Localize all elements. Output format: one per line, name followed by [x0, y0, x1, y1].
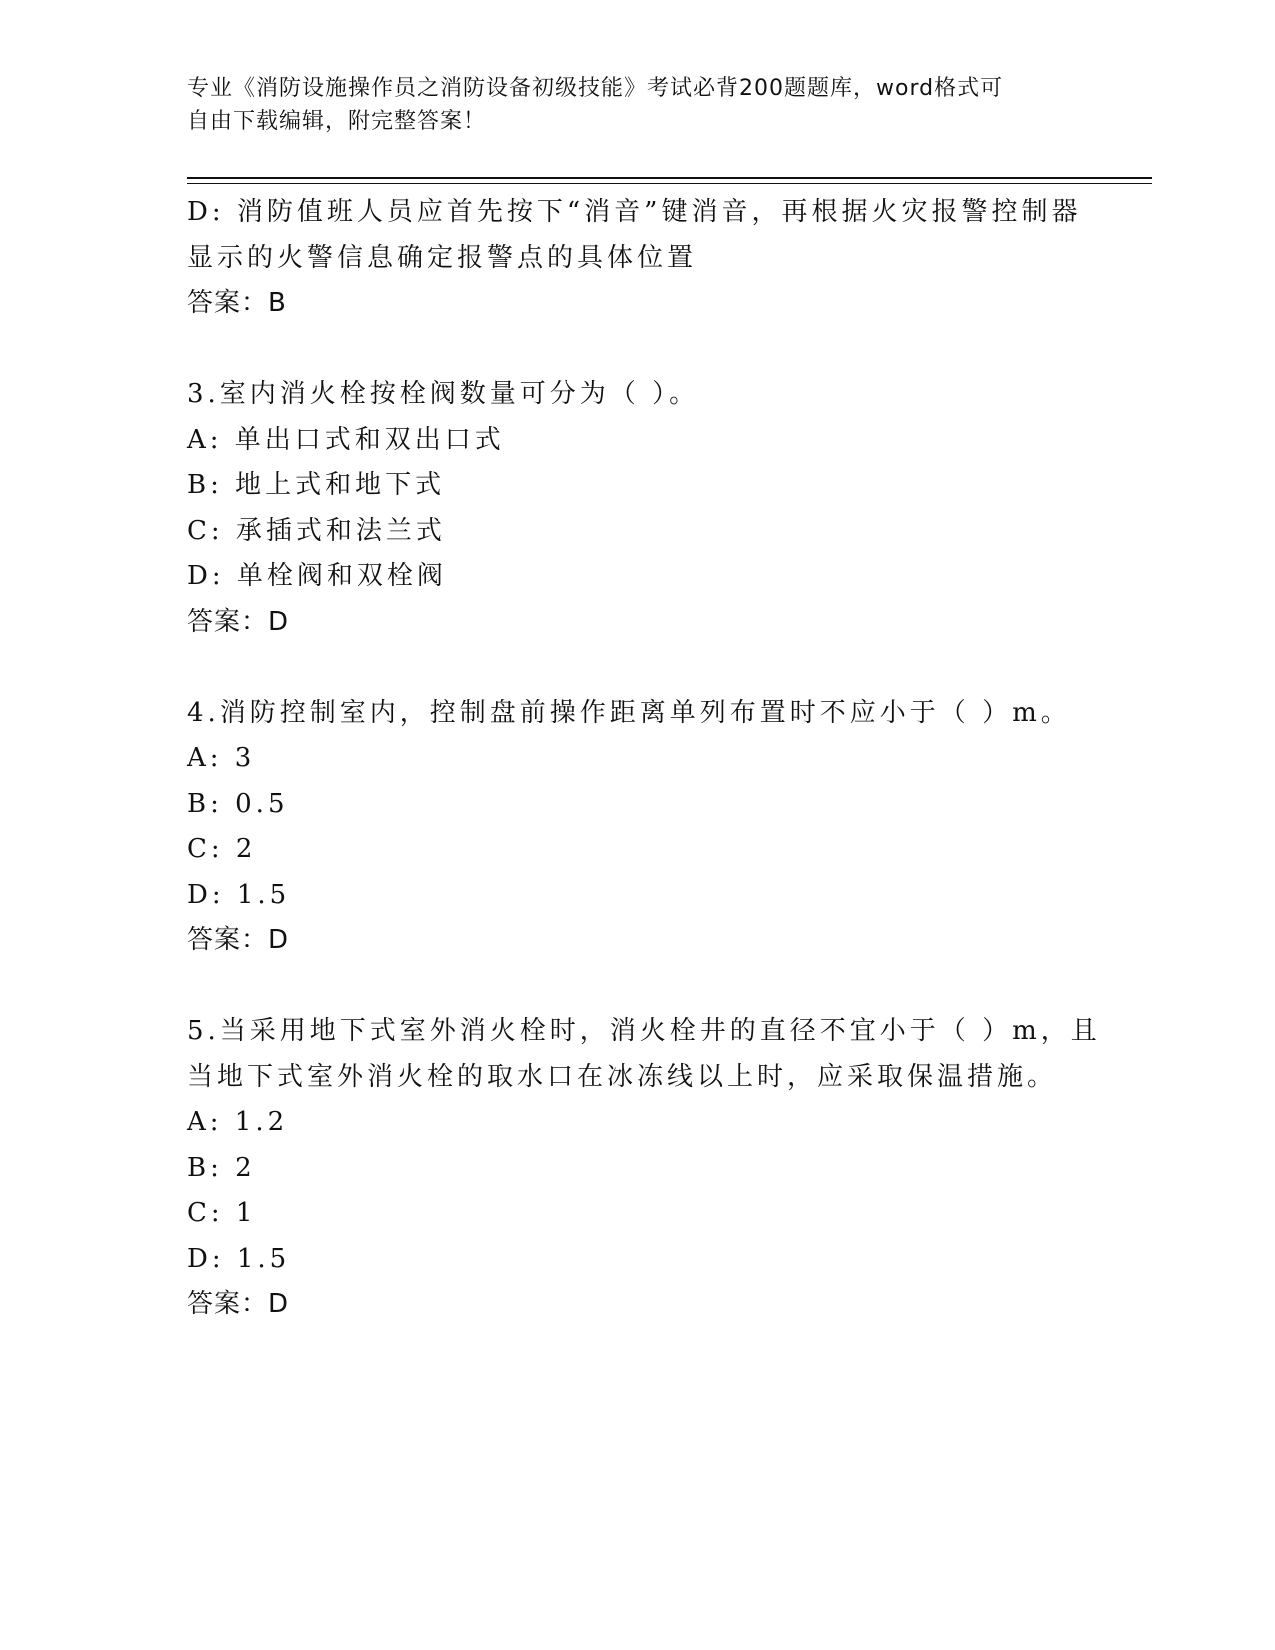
- option-b: B: 2: [187, 1152, 256, 1183]
- option-d: D: 单栓阀和双栓阀: [187, 561, 447, 591]
- question-stem: 4.消防控制室内，控制盘前操作距离单列布置时不应小于（ ）m。: [187, 697, 1071, 728]
- previous-question: [187, 190, 1087, 327]
- option-d: D: 1.5: [187, 1243, 291, 1274]
- question-3: [187, 372, 1087, 645]
- header-divider-thick: [187, 177, 1152, 179]
- option-d: D: 1.5: [187, 879, 291, 910]
- option-b: B: 地上式和地下式: [187, 470, 446, 500]
- spacer: [187, 645, 1087, 691]
- question-4: [187, 691, 1087, 964]
- option-c: C: 承插式和法兰式: [187, 515, 446, 546]
- option-d-line-1: D: 消防值班人员应首先按下“消音”键消音，再根据火灾报警控制器: [187, 197, 1082, 227]
- answer-line: 答案：D: [187, 925, 290, 955]
- header-title-line-1: 专业《消防设施操作员之消防设备初级技能》考试必背200题题库，word格式可: [187, 76, 1004, 101]
- question-5: [187, 1009, 1101, 1328]
- option-a: A: 单出口式和双出口式: [187, 424, 505, 455]
- question-stem: 3.室内消火栓按栓阀数量可分为（ ）。: [187, 379, 700, 409]
- answer-line: 答案：D: [187, 1289, 290, 1319]
- question-content: [187, 190, 1101, 1328]
- question-stem-line-2: 当地下式室外消火栓的取水口在冰冻线以上时，应采取保温措施。: [187, 1061, 1058, 1092]
- spacer: [187, 327, 1087, 373]
- header-title-line-2: 自由下载编辑，附完整答案！: [187, 109, 487, 134]
- document-header: [187, 72, 1087, 138]
- option-d-line-2: 显示的火警信息确定报警点的具体位置: [187, 242, 698, 273]
- header-divider-thin: [187, 183, 1152, 184]
- question-stem-line-1: 5.当采用地下式室外消火栓时，消火栓井的直径不宜小于（ ）m，且: [187, 1016, 1101, 1046]
- answer-line: 答案：B: [187, 288, 287, 318]
- answer-line: 答案：D: [187, 606, 290, 637]
- spacer: [187, 964, 1087, 1010]
- option-b: B: 0.5: [187, 788, 289, 819]
- option-a: A: 3: [187, 743, 256, 773]
- option-a: A: 1.2: [187, 1107, 289, 1137]
- option-c: C: 2: [187, 834, 257, 864]
- option-c: C: 1: [187, 1198, 257, 1228]
